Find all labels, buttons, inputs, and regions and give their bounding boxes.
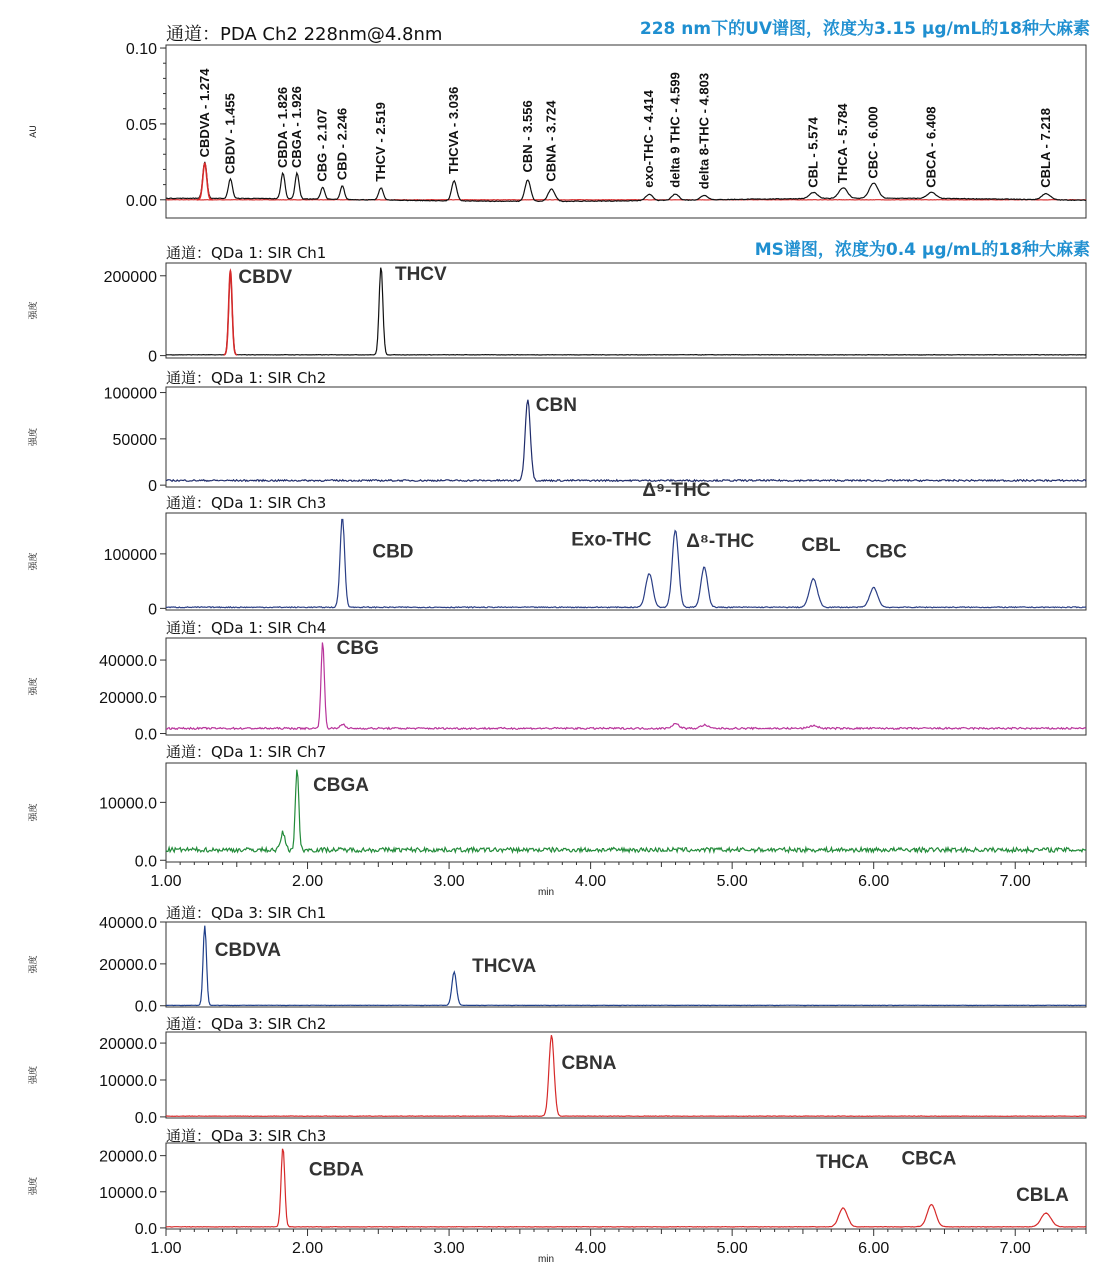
y-axis-label: 强度 [29,677,39,696]
peak-label: delta 9 THC - 4.599 [667,72,683,188]
x-axis-unit: min [537,887,555,898]
peak-label: CBDV [238,266,293,288]
x-tick-label: 1.00 [150,873,182,890]
x-tick-label: 7.00 [999,873,1031,890]
x-tick-label: 7.00 [999,1240,1031,1257]
x-tick-label: 2.00 [291,1240,324,1257]
signal-trace [166,268,1086,355]
x-axis-unit: min [537,1254,555,1265]
signal-trace [166,770,1086,853]
chromatogram-panel [29,24,1086,218]
plot-frame [166,638,1086,735]
channel-title: 通道：PDA Ch2 228nm@4.8nm [166,24,443,45]
peak-label: THCVA [472,955,537,977]
channel-title: 通道：QDa 3: SIR Ch3 [166,1127,327,1145]
plot-frame [166,513,1086,610]
peak-label: THCA [816,1152,869,1174]
x-tick-label: 6.00 [858,1240,890,1257]
peak-label: exo-THC - 4.414 [641,90,657,188]
x-tick-label: 3.00 [433,873,465,890]
peak-label: Exo-THC [571,529,652,551]
signal-trace [166,1035,1086,1116]
x-tick-label: 3.00 [433,1240,465,1257]
peak-label: CBNA - 3.724 [543,100,559,182]
signal-trace [166,643,1086,730]
peak-label: CBCA - 6.408 [923,106,939,188]
y-tick-label: 0 [148,478,157,496]
channel-title: 通道：QDa 1: SIR Ch1 [166,244,327,262]
channel-title: 通道：QDa 1: SIR Ch3 [166,494,327,512]
x-tick-label: 1.00 [150,1240,182,1257]
x-tick-label: 5.00 [716,1240,748,1257]
peak-label: CBD - 2.246 [334,107,350,181]
y-tick-label: 10000.0 [99,795,157,813]
plot-frame [166,922,1086,1007]
peak-label: CBGA [313,774,370,796]
chromatogram-panel [27,1015,1086,1127]
y-tick-label: 40000.0 [99,653,157,671]
chromatogram-panel [27,1127,1086,1265]
y-tick-label: 0.0 [134,726,157,744]
highlight-peak [224,271,238,355]
y-tick-label: 20000.0 [99,689,157,707]
y-axis-label: 强度 [29,955,39,974]
y-axis-label: AU [29,125,39,138]
highlight-peak [197,163,213,199]
y-tick-label: 20000.0 [99,956,157,974]
y-axis-label: 强度 [29,427,39,447]
ms-note: MS谱图，浓度为0.4 μg/mL的18种大麻素 [754,240,1090,260]
y-tick-label: 0.0 [134,853,157,871]
peak-label: CBC [865,541,907,563]
peak-label: THCA - 5.784 [835,103,851,184]
y-tick-label: 0.05 [125,116,157,134]
peak-label: CBLA - 7.218 [1038,108,1054,188]
y-tick-label: 0 [148,601,157,619]
peak-label: CBD [372,541,414,563]
peak-label: delta 8-THC - 4.803 [696,72,712,190]
peak-label: CBCA [901,1148,957,1170]
y-tick-label: 10000.0 [99,1072,157,1090]
peak-label: CBG [336,638,379,660]
x-tick-label: 5.00 [716,873,748,890]
y-tick-label: 200000 [103,268,157,286]
peak-label: CBDV - 1.455 [222,93,238,175]
peak-label: CBC - 6.000 [865,106,881,179]
y-axis-label: 强度 [29,1065,39,1085]
y-tick-label: 10000.0 [99,1184,157,1202]
chromatogram-panel [27,904,1086,1016]
y-tick-label: 20000.0 [99,1148,157,1166]
peak-label: CBGA - 1.926 [289,86,305,168]
y-tick-label: 100000 [103,385,157,403]
x-tick-label: 2.00 [291,873,324,890]
peak-label: Δ⁹-THC [642,479,711,501]
channel-title: 通道：QDa 1: SIR Ch4 [166,619,327,637]
peak-label: CBL [801,534,841,556]
uv-note: 228 nm下的UV谱图，浓度为3.15 μg/mL的18种大麻素 [639,19,1090,39]
peak-label: CBDVA [214,939,281,961]
chromatogram-panel [27,369,1086,495]
peak-label: CBN [535,395,577,417]
x-tick-label: 4.00 [575,1240,607,1257]
peak-label: THCVA - 3.036 [446,86,462,175]
channel-title: 通道：QDa 3: SIR Ch1 [166,904,327,922]
channel-title: 通道：QDa 1: SIR Ch2 [166,369,327,387]
y-tick-label: 0.0 [134,1220,157,1238]
peak-label: CBG - 2.107 [314,108,330,182]
y-tick-label: 0.0 [134,1109,157,1127]
peak-label: THCV [394,264,447,286]
peak-label: Δ⁸-THC [686,530,755,552]
peak-label: CBDA - 1.826 [274,86,290,168]
plot-frame [166,1032,1086,1118]
peak-label: THCV - 2.519 [372,102,388,182]
chromatogram-panel [27,480,1086,618]
peak-label: CBDA [308,1159,364,1181]
y-tick-label: 50000 [112,431,157,449]
y-tick-label: 0.0 [134,998,157,1016]
plot-frame [166,263,1086,358]
signal-trace [166,926,1086,1006]
x-tick-label: 6.00 [858,873,890,890]
plot-frame [166,387,1086,487]
y-tick-label: 0.00 [125,192,157,210]
channel-title: 通道：QDa 3: SIR Ch2 [166,1015,327,1033]
channel-title: 通道：QDa 1: SIR Ch7 [166,743,327,761]
peak-label: CBN - 3.556 [519,100,535,173]
y-tick-label: 40000.0 [99,915,157,932]
peak-label: CBLA [1016,1185,1069,1207]
x-tick-label: 4.00 [575,873,607,890]
chromatogram-panel [27,244,1086,366]
y-axis-label: 强度 [29,1176,39,1196]
signal-trace [166,400,1086,482]
chromatogram-panel [27,743,1086,898]
peak-label: CBL - 5.574 [805,117,821,188]
peak-label: CBDVA - 1.274 [196,68,212,158]
y-tick-label: 0.10 [125,41,157,59]
y-axis-label: 强度 [29,301,39,320]
chromatogram-panel [27,619,1086,744]
y-axis-label: 强度 [29,552,39,571]
y-tick-label: 100000 [103,546,157,564]
y-axis-label: 强度 [29,803,39,822]
peak-label: CBNA [561,1052,617,1074]
y-tick-label: 0 [148,348,157,366]
y-tick-label: 20000.0 [99,1036,157,1054]
